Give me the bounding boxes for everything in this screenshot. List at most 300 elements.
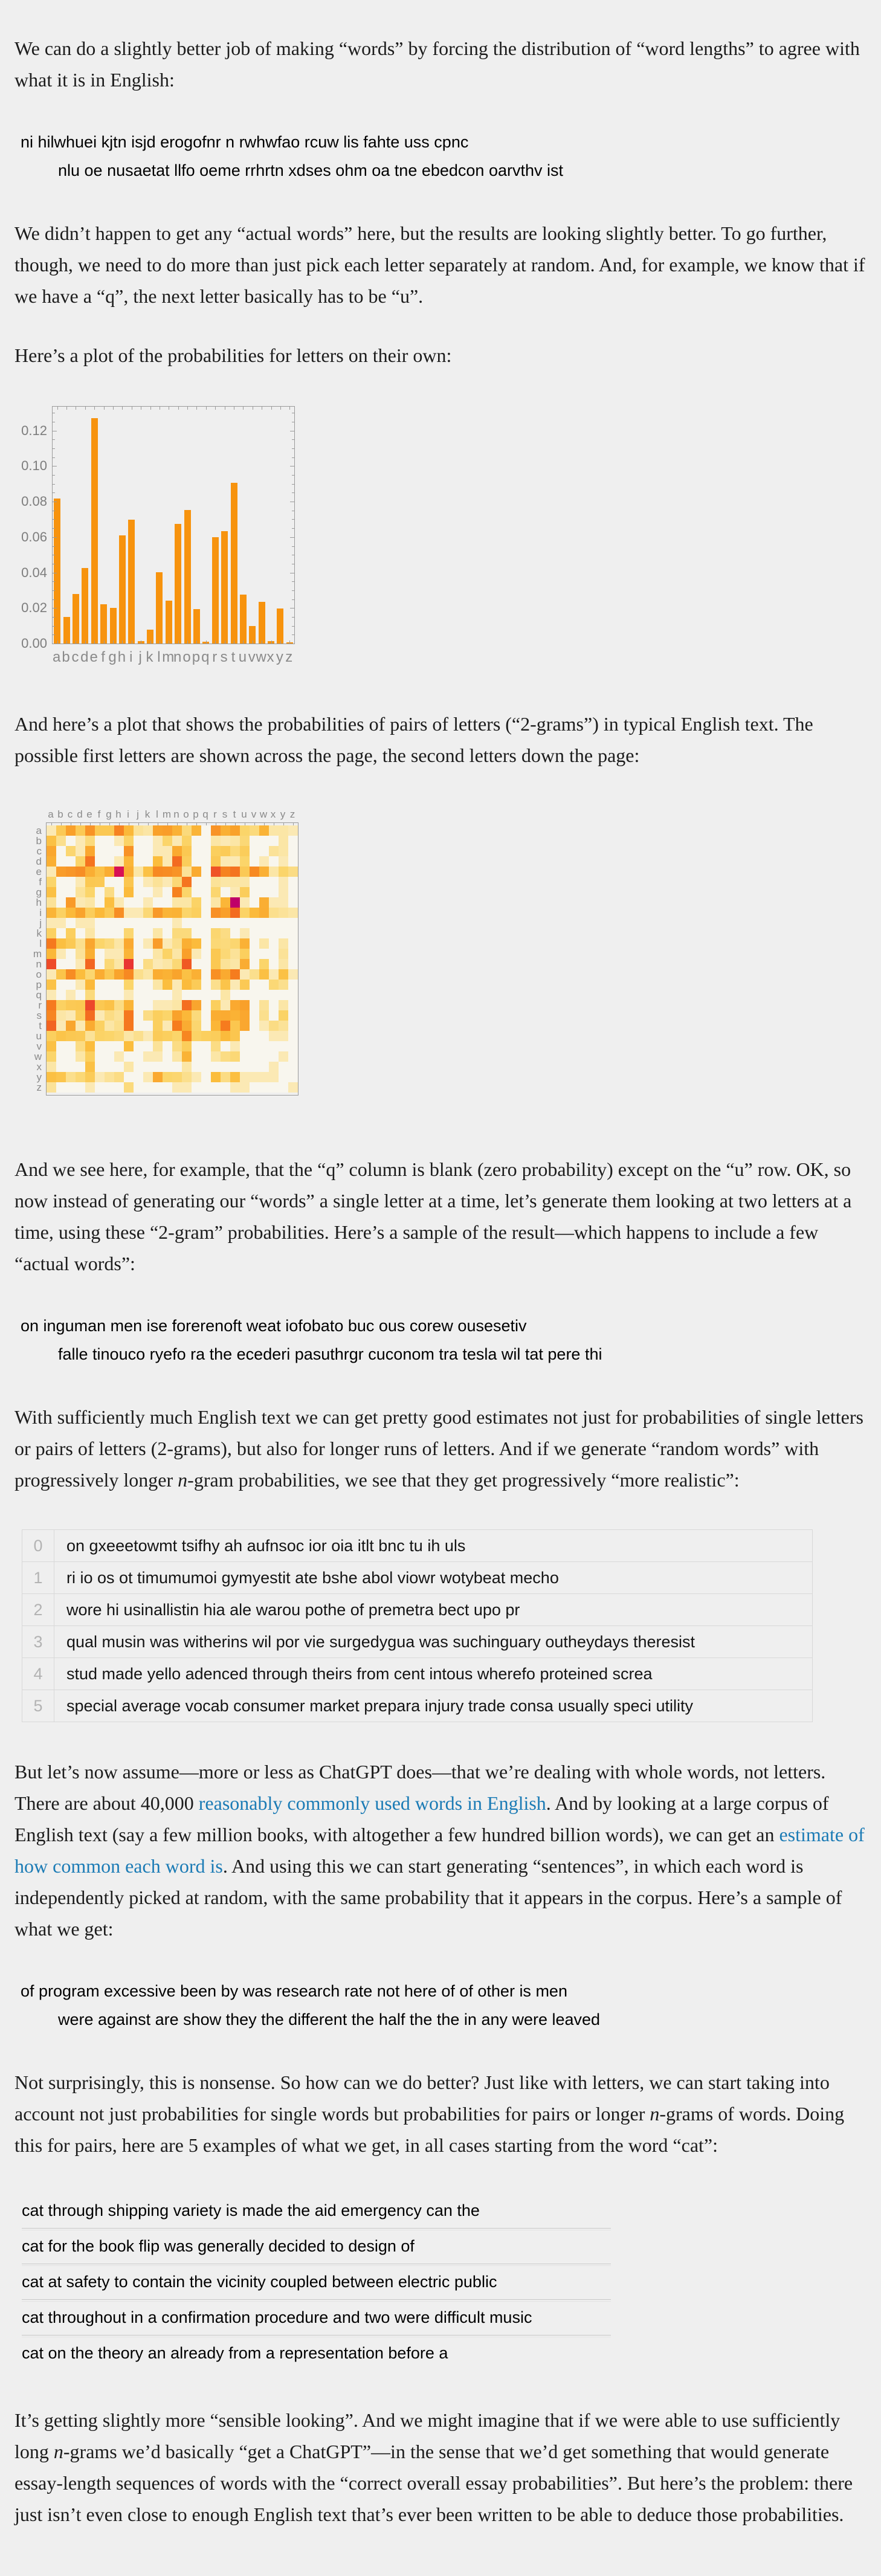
row-text: ri io os ot timumumoi gymyestit ate bshe abol viowr wotybeat mecho: [54, 1562, 813, 1594]
heatmap-cell: [153, 959, 163, 969]
heatmap-cell: [143, 928, 153, 938]
heatmap-cell: [288, 969, 298, 980]
heatmap-cell: [85, 1031, 95, 1041]
heatmap-cell: [163, 1031, 172, 1041]
heatmap-cell: [269, 825, 279, 836]
bar: [128, 520, 135, 644]
heatmap-cell: [153, 867, 163, 877]
y-tick: [53, 492, 55, 493]
heatmap-cell: [85, 1021, 95, 1031]
y-axis-label: a: [36, 825, 42, 836]
bar-chart-x-axis-labels: [52, 649, 295, 670]
paragraph-word-lengths-intro: [15, 33, 865, 95]
heatmap-cell: [240, 1051, 250, 1062]
heatmap-cell: [201, 887, 211, 897]
heatmap-cell: [114, 846, 124, 856]
heatmap-cell: [95, 959, 105, 969]
heatmap-cell: [250, 1062, 259, 1072]
heatmap-cell: [95, 1072, 105, 1082]
y-axis-label: t: [39, 1020, 42, 1031]
heatmap-cell: [201, 825, 211, 836]
heatmap-cell: [211, 980, 221, 990]
x-tick: [243, 641, 244, 644]
x-axis-label: y: [276, 649, 283, 665]
y-axis-tick-label: 0.06: [21, 529, 47, 544]
heatmap-cell: [66, 1062, 76, 1072]
bar: [212, 537, 219, 644]
heatmap-cell: [259, 1010, 269, 1021]
heatmap-cell: [172, 1082, 182, 1093]
heatmap-cell: [95, 1041, 105, 1051]
heatmap-cell: [47, 1041, 56, 1051]
heatmap-cell: [221, 990, 230, 1000]
x-tick: [289, 641, 290, 644]
heatmap-cell: [76, 877, 85, 887]
heatmap-cell: [56, 825, 66, 836]
heatmap-cell: [269, 949, 279, 959]
heatmap-cell: [221, 908, 230, 918]
bar: [184, 510, 191, 644]
x-axis-label: h: [115, 809, 121, 820]
heatmap-cell: [105, 897, 114, 908]
heatmap-cell: [153, 990, 163, 1000]
heatmap-cell: [259, 1041, 269, 1051]
heatmap-cell: [201, 1021, 211, 1031]
y-axis-label: x: [36, 1061, 42, 1073]
heatmap-cell: [201, 846, 211, 856]
heatmap-cell: [201, 1062, 211, 1072]
heatmap-cell: [114, 836, 124, 846]
heatmap-cell: [192, 990, 201, 1000]
heatmap-cell: [95, 938, 105, 949]
heatmap-cell: [211, 846, 221, 856]
heatmap-cell: [114, 908, 124, 918]
x-axis-label: y: [280, 809, 286, 820]
heatmap-cell: [269, 877, 279, 887]
y-axis-tick-label: 0.02: [21, 600, 47, 616]
heatmap-cell: [279, 938, 288, 949]
ngram-samples-table: [22, 1529, 813, 1722]
heatmap-cell: [124, 836, 134, 846]
heatmap-cell: [240, 938, 250, 949]
heatmap-cell: [124, 959, 134, 969]
bar: [259, 602, 265, 644]
heatmap-cell: [230, 918, 240, 928]
heatmap-cell: [114, 856, 124, 867]
heatmap-cell: [153, 1031, 163, 1041]
heatmap-cell: [201, 928, 211, 938]
heatmap-cell: [269, 1082, 279, 1093]
heatmap-cell: [105, 1041, 114, 1051]
heatmap-cell: [250, 867, 259, 877]
heatmap-cell: [56, 1031, 66, 1041]
heatmap-cell: [76, 867, 85, 877]
bar: [119, 535, 126, 644]
heatmap-cell: [279, 1041, 288, 1051]
heatmap-cell: [259, 1031, 269, 1041]
heatmap-cell: [230, 1031, 240, 1041]
heatmap-cell: [240, 887, 250, 897]
heatmap-cell: [76, 938, 85, 949]
heatmap-cell: [250, 938, 259, 949]
heatmap-cell: [192, 846, 201, 856]
table-row: [22, 1530, 813, 1562]
heatmap-cell: [47, 928, 56, 938]
heatmap-cell: [85, 949, 95, 959]
heatmap-cell: [230, 938, 240, 949]
heatmap-cell: [66, 897, 76, 908]
x-tick: [94, 641, 95, 644]
heatmap-cell: [279, 959, 288, 969]
heatmap-cell: [153, 836, 163, 846]
heatmap-cell: [66, 990, 76, 1000]
x-axis-label: p: [193, 809, 199, 820]
row-text: qual musin was witherins wil por vie surgedygua was suchinguary outheydays theresist: [54, 1626, 813, 1658]
heatmap-cell: [192, 980, 201, 990]
heatmap-cell: [259, 949, 269, 959]
heatmap-cell: [47, 918, 56, 928]
code-sample-2gram: [15, 1312, 865, 1369]
x-tick: [85, 641, 86, 644]
heatmap-cell: [250, 980, 259, 990]
text-run: -grams we’d basically “get a ChatGPT”—in the sense that we’d get something that would generate essay-length sequences of words with the “correct overall essay probabilities”. But here’s the problem: there just isn’t even close to enough English text that’s ever been written to be able to deduce those probabilities.: [15, 2441, 853, 2525]
heatmap-cell: [47, 867, 56, 877]
heatmap-cell: [134, 1000, 143, 1010]
heatmap-cell: [56, 867, 66, 877]
heatmap-cell: [279, 1010, 288, 1021]
heatmap-cell: [153, 1072, 163, 1082]
heatmap-cell: [153, 969, 163, 980]
heatmap-cell: [240, 918, 250, 928]
heatmap-cell: [269, 1010, 279, 1021]
inline-link[interactable]: reasonably commonly used words in English: [198, 1792, 546, 1814]
heatmap-cell: [95, 897, 105, 908]
heatmap-cell: [259, 918, 269, 928]
heatmap-cell: [240, 969, 250, 980]
heatmap-cell: [85, 928, 95, 938]
row-index: 5: [22, 1690, 54, 1722]
heatmap-cell: [182, 825, 192, 836]
table-row: [22, 1562, 813, 1594]
heatmap-cell: [114, 1000, 124, 1010]
heatmap-cell: [250, 990, 259, 1000]
heatmap-cell: [95, 1010, 105, 1021]
heatmap-cell: [163, 897, 172, 908]
heatmap-cell: [163, 1000, 172, 1010]
y-tick: [53, 448, 55, 449]
heatmap-cell: [114, 1082, 124, 1093]
heatmap-cell: [279, 877, 288, 887]
heatmap-cell: [143, 908, 153, 918]
heatmap-cell: [182, 1051, 192, 1062]
heatmap-cell: [259, 877, 269, 887]
heatmap-cell: [124, 980, 134, 990]
heatmap-cell: [143, 918, 153, 928]
heatmap-cell: [114, 980, 124, 990]
text-run: And here’s a plot that shows the probabilities of pairs of letters (“2-grams”) in typical English text. The possible first letters are shown across the page, the second letters down the page:: [15, 713, 813, 766]
heatmap-cell: [269, 959, 279, 969]
heatmap-cell: [279, 856, 288, 867]
inline-link[interactable]: estimate of how common each word is: [15, 1824, 865, 1877]
list-item: cat at safety to contain the vicinity coupled between electric public: [22, 2273, 497, 2291]
heatmap-cell: [66, 969, 76, 980]
heatmap-cell: [163, 1062, 172, 1072]
heatmap-cell: [47, 856, 56, 867]
text-run: And we see here, for example, that the “q” column is blank (zero probability) except on the “u” row. OK, so now instead of generating our “words” a single letter at a time, let’s generate them looking at two letters at a time, using these “2-gram” probabilities. Here’s a sample of the result—which happens to include a few “actual words”:: [15, 1158, 852, 1274]
heatmap-cell: [221, 846, 230, 856]
row-text: wore hi usinallistin hia ale warou pothe of premetra bect upo pr: [54, 1594, 813, 1626]
heatmap-cell: [182, 928, 192, 938]
bar: [193, 609, 200, 644]
heatmap-cell: [85, 1062, 95, 1072]
heatmap-cell: [221, 1082, 230, 1093]
heatmap-cell: [66, 887, 76, 897]
heatmap-cell: [259, 846, 269, 856]
x-axis-label: n: [173, 649, 182, 665]
bar: [231, 483, 237, 644]
heatmap-cell: [124, 877, 134, 887]
heatmap-cell: [153, 938, 163, 949]
heatmap-cell: [56, 1082, 66, 1093]
heatmap-cell: [114, 1072, 124, 1082]
bar: [277, 608, 283, 644]
heatmap-cell: [56, 1041, 66, 1051]
heatmap-cell: [182, 877, 192, 887]
heatmap-cell: [172, 928, 182, 938]
x-tick: [57, 407, 58, 410]
heatmap-cell: [163, 887, 172, 897]
heatmap-cell: [134, 877, 143, 887]
heatmap-cell: [114, 1021, 124, 1031]
heatmap-cell: [192, 867, 201, 877]
heatmap-cell: [105, 1031, 114, 1041]
heatmap-cell: [211, 1021, 221, 1031]
y-tick: [292, 626, 294, 627]
heatmap-cell: [279, 1062, 288, 1072]
heatmap-cell: [47, 1021, 56, 1031]
heatmap-cell: [279, 1072, 288, 1082]
heatmap-cell: [211, 928, 221, 938]
heatmap-cell: [153, 1000, 163, 1010]
x-tick: [94, 407, 95, 410]
row-index: 1: [22, 1562, 54, 1594]
heatmap-cell: [124, 1072, 134, 1082]
heatmap-cell: [211, 1051, 221, 1062]
heatmap-cell: [288, 1031, 298, 1041]
y-axis-label: v: [36, 1041, 42, 1052]
heatmap-cell: [192, 938, 201, 949]
heatmap-cell: [85, 969, 95, 980]
heatmap-cell: [143, 867, 153, 877]
heatmap-cell: [172, 1021, 182, 1031]
heatmap-x-axis-labels: [46, 807, 300, 822]
heatmap-cell: [47, 887, 56, 897]
heatmap-cell: [182, 836, 192, 846]
heatmap-cell: [221, 949, 230, 959]
heatmap-cell: [192, 825, 201, 836]
heatmap-cell: [288, 959, 298, 969]
heatmap-cell: [240, 825, 250, 836]
text-run: . And using this we can start generating “sentences”, in which each word is independently picked at random, with the same probability that it appears in the corpus. Here’s a sample of what we get:: [15, 1855, 842, 1940]
y-axis-label: p: [36, 979, 42, 990]
heatmap-cell: [269, 856, 279, 867]
heatmap-cell: [230, 969, 240, 980]
heatmap-cell: [163, 908, 172, 918]
y-tick: [53, 519, 55, 520]
heatmap-cell: [288, 1082, 298, 1093]
heatmap-cell: [250, 1021, 259, 1031]
heatmap-cell: [95, 856, 105, 867]
heatmap-cell: [240, 990, 250, 1000]
heatmap-cell: [211, 990, 221, 1000]
heatmap-cell: [192, 836, 201, 846]
heatmap-cell: [47, 938, 56, 949]
x-tick: [66, 407, 67, 410]
heatmap-cell: [153, 1041, 163, 1051]
heatmap-cell: [143, 1041, 153, 1051]
heatmap-cell: [95, 969, 105, 980]
heatmap-cell: [56, 1010, 66, 1021]
x-axis-label: a: [48, 809, 54, 820]
heatmap-cell: [153, 877, 163, 887]
heatmap-cell: [105, 928, 114, 938]
heatmap-cell: [192, 1000, 201, 1010]
y-tick: [53, 599, 55, 600]
x-axis-label: z: [285, 649, 293, 665]
heatmap-cell: [105, 877, 114, 887]
y-tick: [53, 590, 55, 591]
heatmap-cell: [201, 897, 211, 908]
heatmap-cell: [66, 1082, 76, 1093]
heatmap-cell: [192, 969, 201, 980]
table-row: [22, 1626, 813, 1658]
heatmap-cell: [105, 980, 114, 990]
y-tick: [53, 528, 55, 529]
x-axis-label: o: [182, 649, 191, 665]
y-axis-tick-label: 0.12: [21, 422, 47, 438]
heatmap-cell: [66, 877, 76, 887]
bar: [82, 568, 88, 644]
heatmap-cell: [56, 846, 66, 856]
paragraph-2gram-lead-in: [15, 708, 865, 771]
heatmap-cell: [76, 856, 85, 867]
heatmap-cell: [279, 969, 288, 980]
heatmap-cell: [163, 1010, 172, 1021]
heatmap-cell: [288, 1051, 298, 1062]
x-axis-label: w: [259, 809, 268, 820]
heatmap-cell: [47, 825, 56, 836]
heatmap-cell: [95, 949, 105, 959]
heatmap-cell: [114, 877, 124, 887]
heatmap-cell: [85, 1072, 95, 1082]
x-tick: [178, 407, 179, 410]
heatmap-cell: [85, 856, 95, 867]
heatmap-cell: [143, 887, 153, 897]
y-tick: [292, 634, 294, 635]
heatmap-cell: [66, 825, 76, 836]
x-tick: [271, 407, 272, 410]
heatmap-cell: [250, 949, 259, 959]
text-run: Here’s a plot of the probabilities for letters on their own:: [15, 344, 452, 366]
heatmap-cell: [172, 1051, 182, 1062]
heatmap-cell: [134, 836, 143, 846]
heatmap-cell: [163, 980, 172, 990]
heatmap-cell: [230, 825, 240, 836]
bar: [166, 601, 172, 644]
bar: [73, 594, 79, 644]
heatmap-cell: [153, 1021, 163, 1031]
x-axis-label: l: [157, 649, 161, 665]
heatmap-cell: [240, 877, 250, 887]
y-axis-label: m: [33, 948, 42, 960]
heatmap-cell: [211, 959, 221, 969]
x-axis-label: c: [71, 649, 79, 665]
heatmap-cell: [172, 1041, 182, 1051]
y-tick: [292, 599, 294, 600]
heatmap-cell: [259, 887, 269, 897]
heatmap-cell: [134, 938, 143, 949]
heatmap-cell: [201, 1031, 211, 1041]
heatmap-cell: [85, 1082, 95, 1093]
y-tick: [292, 528, 294, 529]
x-tick: [243, 407, 244, 410]
heatmap-cell: [66, 959, 76, 969]
y-axis-label: o: [36, 969, 42, 980]
heatmap-cell: [47, 1010, 56, 1021]
heatmap-cell: [192, 1031, 201, 1041]
heatmap-cell: [134, 825, 143, 836]
y-tick: [292, 484, 294, 485]
italic-text: n: [53, 2441, 63, 2462]
x-tick: [196, 407, 197, 410]
heatmap-cell: [172, 1010, 182, 1021]
heatmap-cell: [124, 825, 134, 836]
heatmap-cell: [192, 1072, 201, 1082]
heatmap-cell: [172, 938, 182, 949]
heatmap-cell: [250, 897, 259, 908]
heatmap-cell: [134, 1051, 143, 1062]
heatmap-cell: [240, 1021, 250, 1031]
y-tick: [53, 475, 55, 476]
heatmap-cell: [172, 918, 182, 928]
heatmap-cell: [163, 877, 172, 887]
heatmap-cell: [201, 856, 211, 867]
x-axis-label: m: [162, 649, 175, 665]
row-text: stud made yello adenced through theirs from cent intous wherefo proteined screa: [54, 1658, 813, 1690]
heatmap-cell: [47, 1000, 56, 1010]
heatmap-cell: [76, 1000, 85, 1010]
y-axis-label: l: [39, 938, 42, 949]
heatmap-cell: [240, 928, 250, 938]
heatmap-cell: [172, 908, 182, 918]
heatmap-cell: [95, 867, 105, 877]
heatmap-cell: [105, 867, 114, 877]
heatmap-cell: [250, 1000, 259, 1010]
heatmap-cell: [76, 897, 85, 908]
heatmap-cell: [56, 938, 66, 949]
heatmap-cell: [211, 836, 221, 846]
heatmap-cell: [172, 867, 182, 877]
paragraph-q-column: [15, 1154, 865, 1279]
heatmap-cell: [124, 856, 134, 867]
heatmap-cell: [250, 1072, 259, 1082]
x-axis-label: k: [146, 649, 153, 665]
heatmap-cell: [143, 980, 153, 990]
heatmap-cell: [201, 1082, 211, 1093]
x-axis-label: d: [77, 809, 83, 820]
heatmap-cell: [192, 928, 201, 938]
heatmap-cell: [250, 825, 259, 836]
